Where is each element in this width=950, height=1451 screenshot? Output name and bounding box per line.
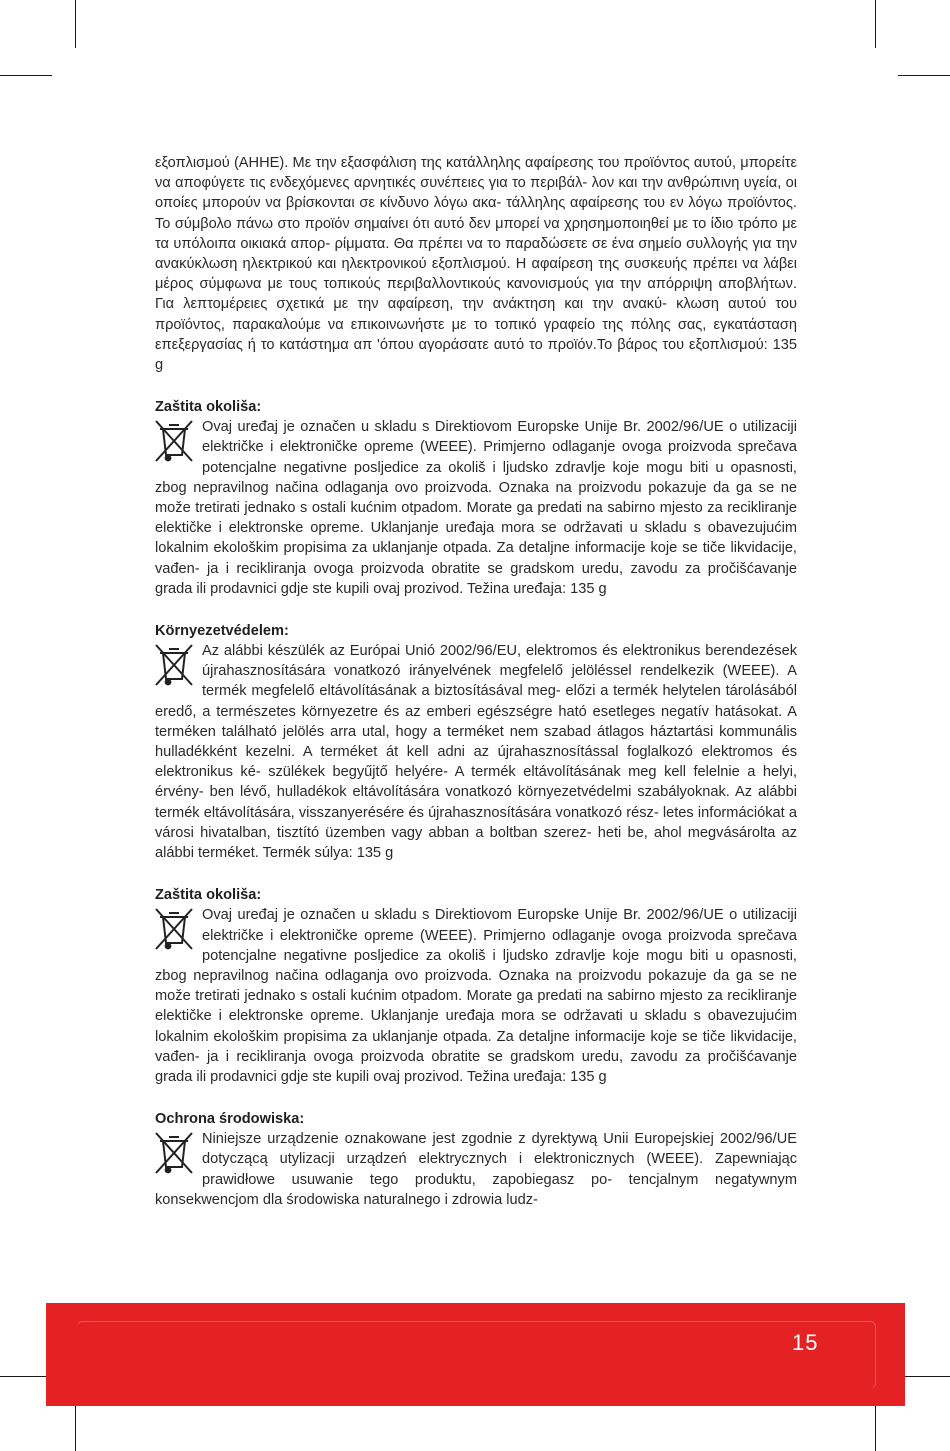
crop-mark — [75, 1400, 76, 1451]
crop-mark — [0, 75, 52, 76]
section-body: Ovaj uređaj je označen u skladu s Direktiovom Europske Unije Br. 2002/96/UE o utilizaciji električke i elektroničke opreme (WEEE). Primjerno odlaganje ovoga proizvoda sprečava potencjalne negativne posljedice za okoliš i ljudsko zdravlje koje mogu biti u opasnosti, zbog nepravilnog načina odlaganja ovo proizvoda. Oznaka na proizvodu pokazuje da ga se ne može tretirati jednako s ostali kućnim otpadom. Morate ga predati na sabirno mjesto za recikliranje elektičke i elektronske opreme. Uklanjanje uređaja mora se održavati u skladu s obavezujućim lokalnim ekološkim propisima za uklanjanje otpada. Za detaljne informacije koje se tiče likvidacije, vađen- ja i recikliranja ovoga proizvoda obratite se gradskom uredu, zavodu za pročišćavanje grada ili prodavnici gdje ste kupili ovaj prozivod. Težina uređaja: 135 g — [155, 907, 797, 1085]
crossed-out-wheelie-bin-icon — [154, 643, 194, 687]
section-body: Az alábbi készülék az Európai Unió 2002/96/EU, elektromos és elektronikus berendezések újrahasznosítására vonatkozó irányelvének megfelelő jelöléssel rendelkezik (WEEE). A termék megfelelő eltávolításának a biztosításával meg- előzi a termék helytelen tárolásából eredő, a természetes környezetre és az emberi egészségre ható esetleges negatív hatásokat. A terméken található jelölés arra utal, hogy a terméket nem szabad átlagos háztartási kommunális hulladékként kezelni. A terméket át kell adni az újrahasznosítással foglalkozó elektromos és elektronikus ké- szülékek begyűjtő helyére- A termék eltávolításának meg kell felelnie a helyi, érvény- ben lévő, hulladékok eltávolítására vonatkozó környezetvédelmi szabályoknak. Az alábbi termék eltávolítására, visszanyerésére és újrahasznosítására vonatkozó rész- letes információkat a városi hivatalban, tisztító üzemben vagy abban a boltban szerez- heti be, ahol megvásárolta az alábbi terméket. Termék súlya: 135 g — [155, 643, 797, 862]
section-body: Niniejsze urządzenie oznakowane jest zgodnie z dyrektywą Unii Europejskiej 2002/96/UE dotyczącą utylizacji urządzeń elektrycznych i elektronicznych (WEEE). Zapewniając prawidłowe usuwanie tego produktu, zapobiegasz po- tencjalnym negatywnym konsekwencjom dla środowiska naturalnego i zdrowia ludz- — [155, 1131, 797, 1208]
section-body: Ovaj uređaj je označen u skladu s Direktiovom Europske Unije Br. 2002/96/UE o utilizaciji električke i elektroničke opreme (WEEE). Primjerno odlaganje ovoga proizvoda sprečava potencjalne negativne posljedice za okoliš i ljudsko zdravlje koje mogu biti u opasnosti, zbog nepravilnog načina odlaganja ovo proizvoda. Oznaka na proizvodu pokazuje da ga se ne može tretirati jednako s ostali kućnim otpadom. Morate ga predati na sabirno mjesto za recikliranje elektičke i elektronske opreme. Uklanjanje uređaja mora se održavati u skladu s obavezujućim lokalnim ekološkim propisima za uklanjanje otpada. Za detaljne informacije koje se tiče likvidacije, vađen- ja i recikliranja ovoga proizvoda obratite se gradskom uredu, zavodu za pročišćavanje grada ili prodavnici gdje ste kupili ovaj prozivod. Težina uređaja: 135 g — [155, 419, 797, 597]
crossed-out-wheelie-bin-icon — [154, 419, 194, 463]
crop-mark — [75, 0, 76, 48]
crop-mark — [0, 1376, 52, 1377]
section-heading: Zaštita okoliša: — [155, 887, 262, 904]
page-number: 15 — [792, 1330, 819, 1355]
section-heading: Környezetvédelem: — [155, 623, 289, 640]
crop-mark — [875, 0, 876, 48]
section-heading: Ochrona środowiska: — [155, 1111, 305, 1128]
crossed-out-wheelie-bin-icon — [154, 1131, 194, 1175]
footer-decoration — [77, 1321, 876, 1389]
greek-paragraph: εξοπλισμού (AHHE). Με την εξασφάλιση της κατάλληλης αφαίρεσης του προϊόντος αυτού, μπορείτε να αποφύγετε τις ενδεχόμενες αρνητικές συνέπειες για το περιβάλ- λον και την ανθρώπινη υγεία, οι οποίες μπορούν να βρίσκονται σε κίνδυνο λόγω ακα- τάλληλης αφαίρεσης του εν λόγω προϊόντος. Το σύμβολο πάνω στο προϊόν σημαίνει ότι αυτό δεν μπορεί να χρησημοποιηθεί με το ίδιο τρόπο με τα υπόλοιπα οικιακά απορ- ρίμματα. Θα πρέπει να το παραδώσετε σε ένα σημείο συλλογής για την ανακύκλωση ηλεκτρικού και ηλεκτρονικού εξοπλισμού. Η αφαίρεση της συσκευής πρέπει να λάβει μέρος σύμφωνα με τους τοπικούς περιβαλλοντικούς κανονισμούς για την απόρριψη αποβλήτων. Για λεπτομέρειες σχετικά με την αφαίρεση, την ανάκτηση και την ανακύ- κλωση αυτού του προϊόντος, παρακαλούμε να επικοινωνήστε με το τοπικό γραφείο της πόλης σας, εγκατάσταση επεξεργασίας ή το κατάστημα απ 'όπου αγοράσατε αυτό το προϊόν.Το βάρος του εξοπλισμού: 135 g — [155, 155, 797, 374]
crossed-out-wheelie-bin-icon — [154, 907, 194, 951]
crop-mark — [898, 75, 950, 76]
page-content — [155, 153, 797, 1210]
crop-mark — [875, 1400, 876, 1451]
section-heading: Zaštita okoliša: — [155, 399, 262, 416]
section-polish — [155, 1109, 797, 1210]
section-croatian-1 — [155, 397, 797, 599]
section-hungarian — [155, 621, 797, 863]
crop-mark — [898, 1376, 950, 1377]
section-croatian-2 — [155, 885, 797, 1087]
